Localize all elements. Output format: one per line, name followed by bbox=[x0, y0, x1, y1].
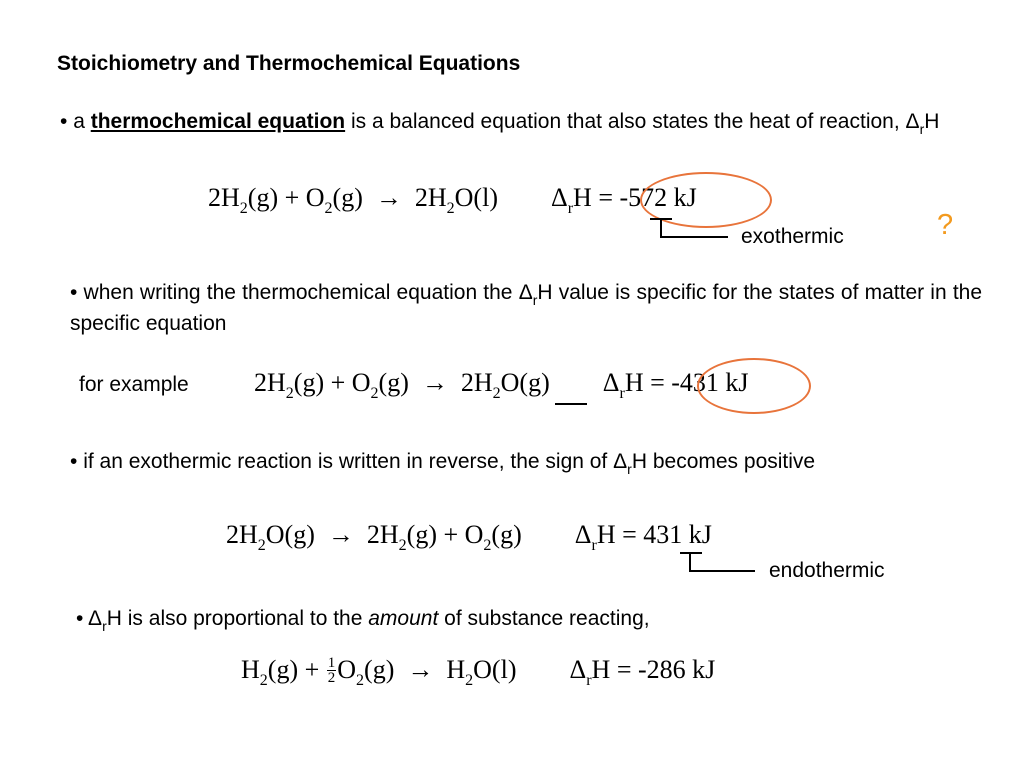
arrow-icon: → bbox=[327, 520, 354, 549]
bracket-line bbox=[660, 218, 662, 236]
page-title: Stoichiometry and Thermochemical Equations bbox=[57, 52, 521, 75]
enthalpy-value-2: -431 kJ bbox=[671, 368, 749, 397]
question-mark: ? bbox=[937, 209, 954, 241]
bracket-line bbox=[689, 570, 755, 572]
bullet-definition: • a thermochemical equation is a balanced equation that also states the heat of reaction, $\Delta_rH$ bbox=[60, 110, 940, 137]
bullet-proportional: • $\Delta_rH$ is also proportional to the amount of substance reacting, bbox=[76, 607, 650, 634]
emphasis-amount: amount bbox=[368, 607, 439, 630]
equation-1: $2H_2(g) + O_2(g) \to 2H_2O(l) \Delta_rH = -572$ kJ bbox=[208, 183, 697, 217]
equation-2: $2H_2(g) + O_2(g) \to 2H_2O(g) \Delta_rH = -431$ kJ bbox=[254, 368, 749, 402]
delta-symbol: Δ bbox=[905, 110, 920, 133]
bullet-reverse-sign: • if an exothermic reaction is written in reverse, the sign of $\Delta_rH$ becomes positive bbox=[70, 450, 816, 477]
delta-symbol: Δ bbox=[88, 607, 103, 630]
example-label: for example bbox=[79, 373, 189, 396]
delta-symbol: Δ bbox=[518, 281, 533, 304]
enthalpy-value-3: 431 kJ bbox=[643, 520, 712, 549]
bullet-marker: • bbox=[76, 607, 84, 630]
key-term: thermochemical equation bbox=[90, 110, 346, 133]
bullet-marker: • bbox=[70, 281, 78, 304]
bracket-line bbox=[660, 236, 728, 238]
delta-symbol: Δ bbox=[613, 450, 628, 473]
bracket-line bbox=[680, 552, 702, 554]
bullet-marker: • bbox=[70, 450, 78, 473]
endothermic-label: endothermic bbox=[769, 559, 885, 582]
one-half-fraction: $\frac{1}{2}$ bbox=[327, 654, 336, 686]
arrow-icon: → bbox=[407, 655, 434, 684]
state-underline bbox=[555, 403, 587, 405]
bullet-marker: • bbox=[60, 110, 68, 133]
highlight-circle bbox=[697, 358, 811, 414]
exothermic-label: exothermic bbox=[741, 225, 844, 248]
equation-3: $2H_2O(g) \to 2H_2(g) + O_2(g) \Delta_rH = 431$ kJ bbox=[226, 520, 712, 554]
enthalpy-value-4: -286 kJ bbox=[638, 655, 716, 684]
bullet-states-of-matter: • when writing the thermochemical equation the $\Delta_rH$ value is specific for the states of matter in the specific equation bbox=[70, 281, 983, 335]
bracket-line bbox=[689, 552, 691, 570]
arrow-icon: → bbox=[421, 368, 448, 397]
enthalpy-value-1: -572 kJ bbox=[619, 183, 697, 212]
equation-4: $H_2(g)$ + $\frac{1}{2}$ $O_2(g) \to H_2O(l) \Delta_rH = -286$ kJ bbox=[241, 654, 716, 689]
arrow-icon: → bbox=[375, 183, 402, 212]
